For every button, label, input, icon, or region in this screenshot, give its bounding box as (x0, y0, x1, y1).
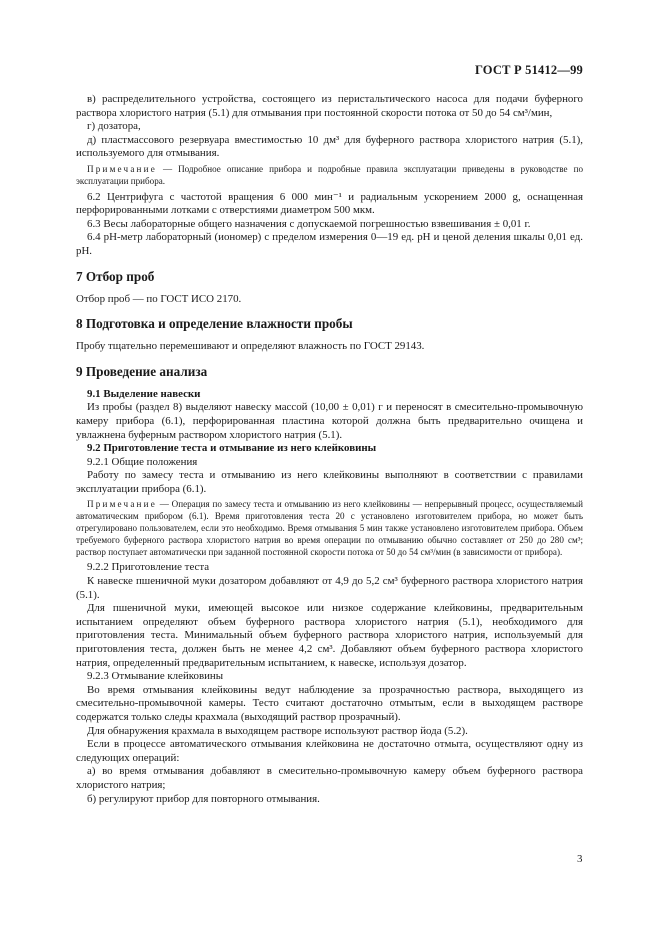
list-item-v: в) распределительного устройства, состоящего из перистальтического насоса для подачи буферного раствора хлористого натрия (5.1) для отмывания при постоянной скорости потока от 50 до 54 см³/мин, (76, 93, 583, 119)
section-7-heading: 7 Отбор проб (76, 268, 155, 284)
note-1 (76, 164, 583, 188)
list-item-g: г) дозатора, (87, 120, 141, 133)
paragraph-9-2-3-b: Для обнаружения крахмала в выходящем растворе используют раствор йода (5.2). (87, 724, 468, 737)
section-8-heading: 8 Подготовка и определение влажности пробы (76, 316, 353, 332)
page-content (76, 93, 583, 806)
paragraph-9-2-3-c: Если в процессе автоматического отмывания клейковина не достаточно отмыта, осуществляют одну из следующих операций: (76, 738, 583, 764)
subsection-9-2-1-heading: 9.2.1 Общие положения (87, 455, 198, 468)
paragraph-9-1: Из пробы (раздел 8) выделяют навеску массой (10,00 ± 0,01) г и переносят в смесительно-промывочную камеру прибора (6.1), перфорированная пластина которой должна быть предварительно очищена и увлажнена буферным раствором хлористого натрия (5.1). (76, 401, 583, 441)
paragraph-6-2: 6.2 Центрифуга с частотой вращения 6 000 мин⁻¹ и радиальным ускорением 2000 g, оснащенная перфорированными лотками с отверстиями диаметром 500 мкм. (76, 190, 583, 217)
paragraph-6-4: 6.4 pH-метр лабораторный (иономер) с пределом измерения 0—19 ед. pH и ценой деления шкалы 0,01 ед. pH. (76, 231, 583, 257)
subsection-9-2-3-heading: 9.2.3 Отмывание клейковины (87, 670, 224, 683)
paragraph-9-2-1: Работу по замесу теста и отмыванию из него клейковины выполняют в соответствии с правилами эксплуатации прибора (6.1). (76, 469, 583, 495)
list-item-a: а) во время отмывания добавляют в смесительно-промывочную камеру объем буферного раствора хлористого натрия; (76, 765, 583, 791)
paragraph-8: Пробу тщательно перемешивают и определяют влажность по ГОСТ 29143. (76, 340, 425, 353)
subsection-9-1-heading: 9.1 Выделение навески (87, 387, 201, 400)
note-1-label: Примечание (87, 163, 157, 174)
paragraph-6-3: 6.3 Весы лабораторные общего назначения с допускаемой погрешностью взвешивания ± 0,01 г. (87, 217, 531, 230)
list-item-d: д) пластмассового резервуара вместимостью 10 дм³ для буферного раствора хлористого натрия (5.1), используемого для отмывания. (76, 133, 583, 160)
paragraph-7: Отбор проб — по ГОСТ ИСО 2170. (76, 292, 242, 305)
note-1-text: — Подробное описание прибора и подробные правила эксплуатации приведены в руководстве по эксплуатации прибора. (76, 163, 583, 186)
note-2-label: Примечание (87, 499, 157, 510)
paragraph-9-2-2-b: Для пшеничной муки, имеющей высокое или низкое содержание клейковины, предварительным испытанием определяют объем буферного раствора хлористого натрия (5.1), необходимого для приготовления теста. Минимальный объем буферного раствора хлористого натрия, используемый для приготовления теста, должен быть не менее 4,2 см³. Добавляют объем буферного раствора хлористого натрия, определенный предварительным испытанием, к навеске, используя дозатор. (76, 602, 583, 669)
subsection-9-2-heading: 9.2 Приготовление теста и отмывание из него клейковины (87, 442, 377, 455)
section-9-heading: 9 Проведение анализа (76, 363, 208, 379)
note-2 (76, 499, 583, 558)
subsection-9-2-2-heading: 9.2.2 Приготовление теста (87, 561, 210, 574)
paragraph-9-2-2-a: К навеске пшеничной муки дозатором добавляют от 4,9 до 5,2 см³ буферного раствора хлористого натрия (5.1). (76, 575, 583, 601)
note-2-text: — Операция по замесу теста и отмыванию из него клейковины — непрерывный процесс, осуществляемый автоматическим прибором (6.1). Время приготовления теста 20 с установлено изготовителем прибора, но может быть отрегулировано пользователем, если это необходимо. Время отмывания 5 мин также установлено изготовителем прибора. Объем требуемого буферного раствора хлористого натрия во время операции по отмыванию обычно составляет от 250 до 280 см³; раствор поступает автоматически при заданной постоянной скорости потока от 50 до 54 см³/мин (в зависимости от прибора). (76, 499, 583, 557)
paragraph-9-2-3-a: Во время отмывания клейковины ведут наблюдение за прозрачностью раствора, выходящего из смесительно-промывочной камеры. Тесто считают достаточно отмытым, если в выходящем растворе содержатся только следы крахмала (выходящий раствор прозрачный). (76, 683, 583, 723)
page-number: 3 (577, 853, 583, 865)
list-item-b: б) регулируют прибор для повторного отмывания. (87, 792, 320, 805)
standard-code: ГОСТ Р 51412—99 (474, 63, 583, 77)
